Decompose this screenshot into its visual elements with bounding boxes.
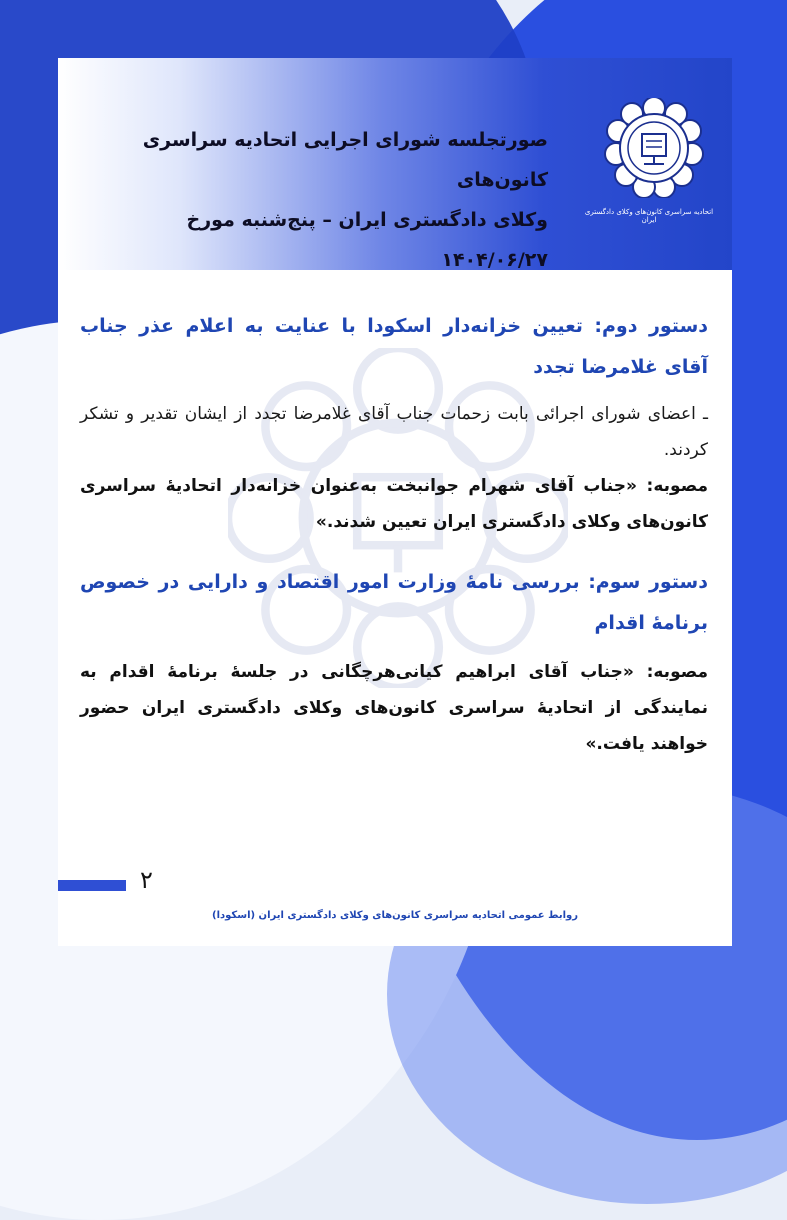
header-title-line1: صورتجلسه شورای اجرایی اتحادیه سراسری کانون‌های xyxy=(142,129,548,191)
footer-credit: روابط عمومی اتحادیه سراسری کانون‌های وکلای دادگستری ایران (اسکودا) xyxy=(212,910,578,921)
header-title-line2: وکلای دادگستری ایران – پنج‌شنبه مورخ ۱۴۰۴/۰۶/۲۷ xyxy=(186,209,548,271)
logo-caption: اتحادیه سراسری کانون‌های وکلای دادگستری ایران xyxy=(584,208,714,224)
page-number: ۲ xyxy=(140,866,153,894)
section-2-heading: دستور دوم: تعیین خزانه‌دار اسکودا با عنایت به اعلام عذر جناب آقای غلامرضا تجدد xyxy=(80,315,708,378)
document-body xyxy=(80,306,708,762)
page-number-bar xyxy=(58,880,126,891)
header-banner xyxy=(58,58,732,270)
emblem-logo-icon xyxy=(604,98,704,198)
header-title xyxy=(78,120,548,280)
section-3-resolution: مصوبه: «جناب آقای ابراهیم کیانی‌هرچگانی در جلسهٔ برنامهٔ اقدام به نمایندگی از اتحادیهٔ سراسری کانون‌های وکلای دادگستری ایران حضور خواهند یافت.» xyxy=(80,662,708,754)
section-3-heading: دستور سوم: بررسی نامهٔ وزارت امور اقتصاد و دارایی در خصوص برنامهٔ اقدام xyxy=(80,571,708,634)
section-2-resolution: مصوبه: «جناب آقای شهرام جوانبخت به‌عنوان خزانه‌دار اتحادیهٔ سراسری کانون‌های وکلای دادگستری ایران تعیین شدند.» xyxy=(80,476,708,532)
document-page xyxy=(58,58,732,946)
section-2-text: ـ اعضای شورای اجرائی بابت زحمات جناب آقای غلامرضا تجدد از ایشان تقدیر و تشکر کردند. xyxy=(80,404,708,460)
